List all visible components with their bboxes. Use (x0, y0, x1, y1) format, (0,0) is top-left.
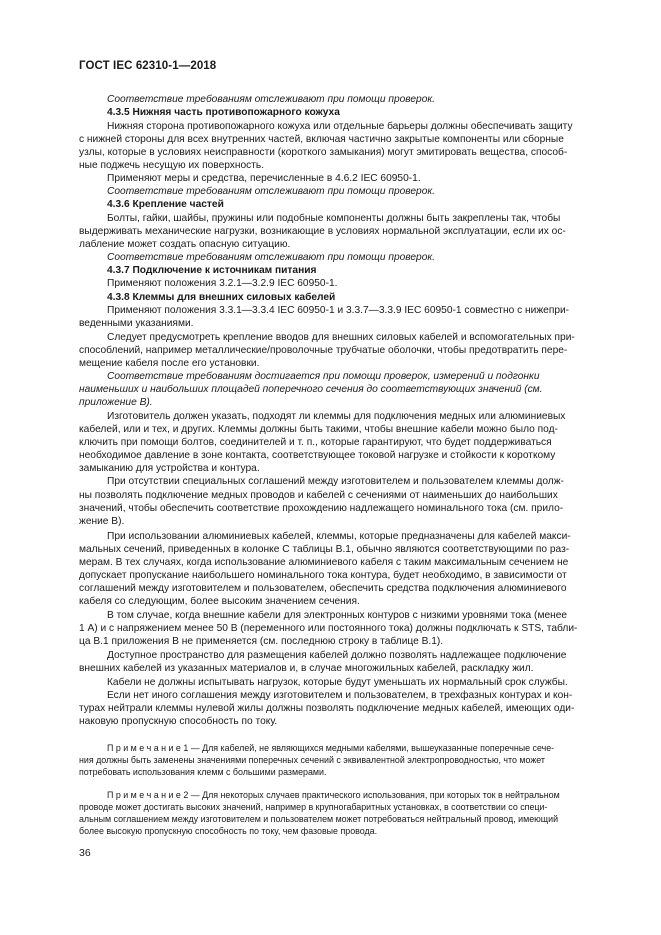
text-line: ны позволять подключение медных проводов и кабелей с сечениями от наименьших до наибольших (79, 490, 558, 501)
text-line: ца В.1 приложения В не применяется (см. последнюю строку в таблице В.1). (79, 636, 444, 647)
text-line: ключить при помощи болтов, соединителей и т. п., которые гарантируют, что будет поддерживаться (79, 437, 552, 448)
note-text: — Для кабелей, не являющихся медными кабелями, вышеуказанные поперечные сече- (188, 743, 555, 753)
text-line: наковую пропускную способность по току. (79, 716, 278, 727)
text-line: с нижней стороны для всех внутренних частей, включая частично закрытые компоненты или сборные (79, 134, 564, 145)
section-heading: 4.3.5 Нижняя часть противопожарного кожуха (107, 107, 340, 118)
section-heading: 4.3.6 Крепление частей (107, 199, 224, 210)
note-line: альным соглашением между изготовителем и пользователем может потребоваться нейтральный провод, имеющий (79, 814, 559, 824)
text-line: Соответствие требованиям достигается при помощи проверок, измерений и подгонки (107, 371, 540, 382)
text-line: Соответствие требованиям отслеживают при помощи проверок. (107, 252, 436, 263)
text-line: Нижняя сторона противопожарного кожуха или отдельные барьеры должны обеспечивать защиту (107, 121, 573, 132)
text-line: кабеля со следующим, более высоким значением сечения. (79, 596, 360, 607)
text-line: турах нейтрали клеммы нулевой жилы должны позволять подключение медных кабелей, имеющих оди- (79, 703, 575, 714)
section-heading: 4.3.8 Клеммы для внешних силовых кабелей (107, 292, 336, 303)
text-line: 1 А) и с напряжением менее 50 В (переменного или постоянного тока) должны подключать к STS, табли- (79, 623, 578, 634)
note-label: П р и м е ч а н и е 1 (107, 743, 189, 753)
page-number: 36 (79, 847, 91, 859)
text-line: Болты, гайки, шайбы, пружины или подобные компоненты должны быть закреплены так, чтобы (107, 213, 561, 224)
text-line: мерам. В тех случаях, когда использование алюминиевого кабеля с таким максимальным сечением не (79, 557, 569, 568)
text-line: замыканию для устройства и контура. (79, 463, 260, 474)
text-line: Доступное пространство для размещения кабелей должно позволять надлежащее подключение (107, 650, 567, 661)
note-label: П р и м е ч а н и е 2 (107, 790, 189, 800)
text-line: допускает пропускание наибольшего номинального тока контура, будет необходимо, в зависимости от (79, 570, 567, 581)
text-line: способлений, например металлические/проволочные трубчатые оболочки, чтобы предотвратить пере- (79, 345, 568, 356)
text-line: При использовании алюминиевых кабелей, клеммы, которые предназначены для кабелей макси- (107, 531, 571, 542)
text-line: Применяют положения 3.2.1—3.2.9 IEC 60950-1. (107, 278, 338, 289)
text-line: мещение кабеля после его установки. (79, 358, 260, 369)
text-line: лабление может создать опасную ситуацию. (79, 239, 291, 250)
text-line: Следует предусмотреть крепление вводов для внешних силовых кабелей и вспомогательных при- (107, 332, 575, 343)
text-line: Изготовитель должен указать, подходят ли клеммы для подключения медных или алюминиевых (107, 411, 566, 422)
text-line: мальных сечений, приведенных в колонке С таблицы В.1, обычно являются соответствующими по раз- (79, 544, 570, 555)
text-line: необходимое давление в зоне контакта, соответствующее токовой нагрузке и стойкости к короткому (79, 450, 556, 461)
text-line: Если нет иного соглашения между изготовителем и пользователем, в трехфазных контурах и кон- (107, 690, 573, 701)
section-heading: 4.3.7 Подключение к источникам питания (107, 265, 317, 276)
text-line: Применяют меры и средства, перечисленные в 4.6.2 IEC 60950-1. (107, 173, 421, 184)
text-line: соглашений между изготовителем и пользователем, обеспечить средства подключения алюминиевого (79, 583, 567, 594)
note-line: более высокую пропускную способность по току, чем фазовые провода. (79, 826, 378, 836)
text-line: внешних кабелей из указанных материалов и, в случае многожильных кабелей, раскладку жил. (79, 663, 534, 674)
text-line: ные поджечь несущую их поверхность. (79, 160, 265, 171)
text-line: жение В). (79, 516, 125, 527)
text-line: Применяют положения 3.3.1—3.3.4 IEC 60950-1 и 3.3.7—3.3.9 IEC 60950-1 совместно с нижепри- (107, 305, 570, 316)
text-line: Соответствие требованиям отслеживают при помощи проверок. (107, 94, 436, 105)
text-line: выдерживать механические нагрузки, возникающие в условиях нормальной эксплуатации, если их ос- (79, 226, 566, 237)
text-line: веденными указаниями. (79, 318, 194, 329)
text-line: приложение В). (79, 397, 153, 408)
text-line: узлы, которые в условиях неисправности (короткого замыкания) могут эмитировать вещества, способ- (79, 147, 568, 158)
note-line: ния должны быть заменены значениями поперечных сечений с эквивалентной электропроводностью, что может (79, 755, 545, 765)
text-line: кабелей, или и тех, и других. Клеммы должны быть такими, чтобы внешние кабели можно было под- (79, 424, 558, 435)
note-line: проводе может достигать высоких значений, например в крупногабаритных установках, в соответствии со специ- (79, 802, 548, 812)
text-line: наименьших и наибольших площадей поперечного сечения до соответствующих значений (см. (79, 384, 543, 395)
document-header: ГОСТ IEC 62310-1—2018 (79, 60, 217, 72)
text-line: Кабели не должны испытывать нагрузок, которые будут уменьшать их нормальный срок службы. (107, 677, 568, 688)
text-line: При отсутствии специальных соглашений между изготовителем и пользователем клеммы долж- (107, 476, 564, 487)
text-line: В том случае, когда внешние кабели для электронных контуров с низкими уровнями тока (менее (107, 610, 568, 621)
note-text: — Для некоторых случаев практического использования, при которых ток в нейтральном (188, 790, 560, 800)
note-line: потребовать использования клемм с большими размерами. (79, 767, 327, 777)
text-line: значений, чтобы обеспечить соответствие прохождению надлежащего номинального тока (см. прило- (79, 503, 564, 514)
text-line: Соответствие требованиям отслеживают при помощи проверок. (107, 186, 436, 197)
